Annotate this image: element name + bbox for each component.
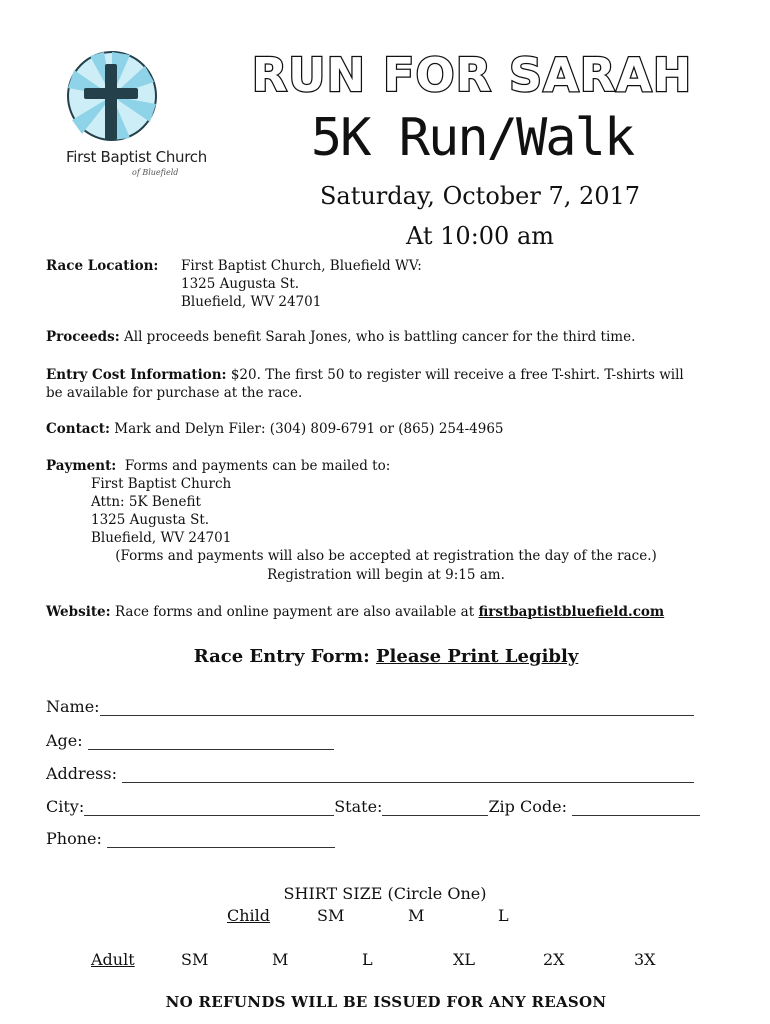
payment-addr3: 1325 Augusta St. <box>91 512 210 528</box>
entry-cost-text2: be available for purchase at the race. <box>46 385 303 401</box>
website <box>46 603 664 621</box>
payment-label: Payment: <box>46 458 117 474</box>
church-subtitle: of Bluefield <box>132 168 179 177</box>
location-line2: 1325 Augusta St. <box>181 276 300 292</box>
location-line1: First Baptist Church, Bluefield WV: <box>181 258 422 274</box>
state-field[interactable] <box>382 799 488 816</box>
payment-addr4: Bluefield, WV 24701 <box>91 530 232 546</box>
entry-cost <box>46 366 736 402</box>
phone-label: Phone: <box>46 829 102 848</box>
age-field[interactable] <box>88 733 334 750</box>
address-field[interactable] <box>122 766 694 783</box>
address-label: Address: <box>46 764 117 783</box>
event-title: RUN FOR SARAH <box>251 48 693 102</box>
name-label: Name: <box>46 697 100 716</box>
website-label: Website: <box>46 604 111 620</box>
payment-addr1: First Baptist Church <box>91 476 232 492</box>
shirt-adult-m[interactable]: M <box>272 950 289 969</box>
payment-text: Forms and payments can be mailed to: <box>124 458 391 474</box>
proceeds-label: Proceeds: <box>46 329 120 345</box>
event-date: Saturday, October 7, 2017 <box>319 182 641 210</box>
shirt-child-sm[interactable]: SM <box>317 906 345 925</box>
shirt-child-l[interactable]: L <box>498 906 509 925</box>
location-label: Race Location: <box>46 258 159 274</box>
payment-addr2: Attn: 5K Benefit <box>91 494 201 510</box>
contact-text: Mark and Delyn Filer: (304) 809-6791 or (865) 254-4965 <box>114 421 504 437</box>
church-logo <box>60 48 205 188</box>
form-heading-print: Please Print Legibly <box>376 646 579 667</box>
city-row <box>46 797 700 816</box>
payment-note2: Registration will begin at 9:15 am. <box>267 567 505 583</box>
event-time: At 10:00 am <box>405 222 555 250</box>
website-link[interactable]: firstbaptistbluefield.com <box>478 604 665 620</box>
payment <box>46 457 390 475</box>
location-address <box>181 257 422 311</box>
city-field[interactable] <box>84 799 334 816</box>
shirt-adult-xl[interactable]: XL <box>453 950 476 969</box>
shirt-adult-sm[interactable]: SM <box>181 950 209 969</box>
shirt-adult-label: Adult <box>91 950 135 969</box>
age-label: Age: <box>46 731 83 750</box>
shirt-child-m[interactable]: M <box>408 906 425 925</box>
zip-field[interactable] <box>572 799 700 816</box>
zip-label: Zip Code: <box>488 797 567 816</box>
city-label: City: <box>46 797 85 816</box>
proceeds-text: All proceeds benefit Sarah Jones, who is battling cancer for the third time. <box>124 329 636 345</box>
contact-label: Contact: <box>46 421 110 437</box>
form-heading-label: Race Entry Form: <box>193 646 370 667</box>
entry-cost-label: Entry Cost Information: <box>46 367 227 383</box>
payment-note1: (Forms and payments will also be accepted at registration the day of the race.) <box>115 548 657 564</box>
name-field[interactable] <box>100 699 694 716</box>
name-row <box>46 697 694 716</box>
phone-field[interactable] <box>107 831 335 848</box>
shirt-size-title: SHIRT SIZE (Circle One) <box>283 884 487 903</box>
shirt-adult-2x[interactable]: 2X <box>543 950 565 969</box>
website-text: Race forms and online payment are also available at <box>114 604 475 620</box>
church-name: First Baptist Church <box>66 148 207 166</box>
shirt-adult-3x[interactable]: 3X <box>634 950 656 969</box>
contact <box>46 420 504 438</box>
state-label: State: <box>334 797 383 816</box>
phone-row <box>46 829 335 848</box>
event-subtitle: 5K Run/Walk <box>310 108 634 168</box>
shirt-child-label: Child <box>227 906 271 925</box>
age-row <box>46 731 334 750</box>
proceeds <box>46 328 635 346</box>
no-refunds-notice: NO REFUNDS WILL BE ISSUED FOR ANY REASON <box>165 993 607 1011</box>
shirt-adult-l[interactable]: L <box>362 950 373 969</box>
address-row <box>46 764 694 783</box>
payment-address <box>91 475 231 547</box>
location-line3: Bluefield, WV 24701 <box>181 294 322 310</box>
form-heading <box>46 646 726 667</box>
entry-cost-text1: $20. The first 50 to register will receive a free T-shirt. T-shirts will <box>230 367 684 383</box>
